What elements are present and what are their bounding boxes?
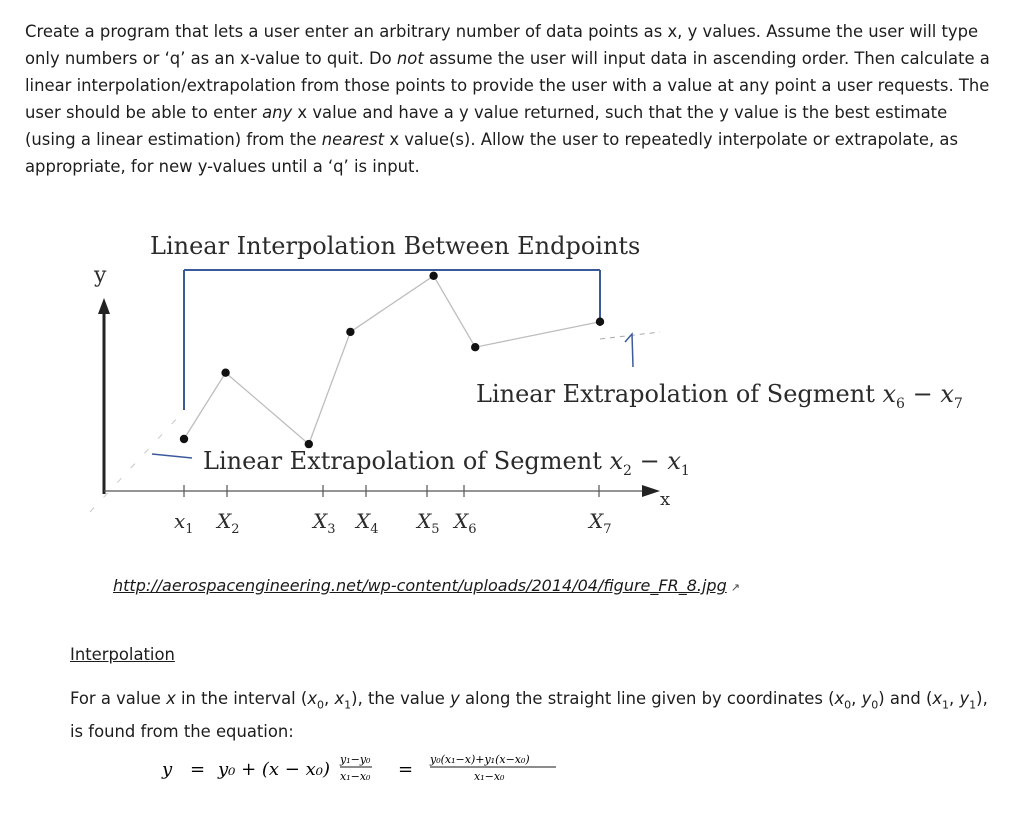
eq-frac2-num: y₀(x₁−x)+y₁(x−x₀) — [430, 753, 530, 766]
eq-frac1-den: x₁−x₀ — [340, 770, 371, 783]
para-comma-2: , — [851, 689, 862, 708]
right-label-var-a: x — [882, 380, 897, 408]
problem-statement — [25, 18, 995, 180]
right-label-sub-a: 6 — [896, 396, 905, 412]
interpolation-figure — [80, 222, 980, 552]
right-label-var-b: x — [940, 380, 954, 408]
x-tick-label-sub-4: 4 — [370, 522, 379, 537]
eq-frac2-den: x₁−x₀ — [474, 770, 505, 783]
x-tick-label-sub-2: 2 — [231, 522, 240, 537]
external-link-icon[interactable]: ↗ — [730, 581, 740, 594]
data-point-2 — [221, 369, 229, 377]
interpolation-paragraph — [70, 685, 1000, 745]
x-tick-label-1 — [174, 509, 194, 537]
x-tick-label-name-7: X — [589, 509, 604, 533]
para-var-cx0: x — [834, 689, 845, 708]
x-tick-label-3 — [311, 509, 336, 537]
x-tick-label-name-1: x — [174, 509, 186, 533]
equation-svg — [160, 748, 580, 788]
problem-paragraph — [25, 18, 995, 180]
para-sub-cx0: 0 — [844, 698, 852, 712]
x-axis-label: x — [660, 489, 671, 510]
interpolation-heading: Interpolation — [70, 645, 175, 664]
intro-text-4: x value(s). Allow the user to repeatedly interpolate or extrapolate, as appropriate, for new y-values until a ‘q’ is input. — [25, 130, 958, 176]
eq-rhs-start: y₀ + (x − x₀) — [218, 759, 330, 780]
para-var-x1: x — [334, 689, 345, 708]
intro-emphasis-any: any — [262, 103, 293, 122]
para-sub-cy1: 1 — [969, 698, 977, 712]
para-var-x0: x — [307, 689, 318, 708]
intro-emphasis-not: not — [396, 49, 424, 68]
left-label-text: Linear Extrapolation of Segment — [203, 447, 610, 475]
data-point-7 — [596, 318, 604, 326]
left-leader-line — [152, 454, 192, 458]
data-point-6 — [471, 343, 479, 351]
x-tick-label-sub-3: 3 — [327, 522, 336, 537]
data-point-4 — [346, 328, 354, 336]
data-points — [180, 272, 604, 449]
eq-equals-1: = — [190, 759, 206, 780]
series-line — [184, 276, 600, 444]
x-tick-label-6 — [452, 509, 477, 537]
source-link[interactable] — [113, 576, 740, 595]
para-sub-cx1: 1 — [942, 698, 950, 712]
para-sub-x1: 1 — [344, 698, 352, 712]
para-text-5: ) and ( — [878, 689, 933, 708]
left-label-dash: − — [631, 447, 668, 475]
intro-text-2: assume the user will input data in ascending order. Then calculate a linear interpolation/extrapolation from those points to provide the user with a value at any point a user requests. The user should be able to enter — [25, 49, 990, 122]
data-point-5 — [429, 272, 437, 280]
x-tick-label-sub-5: 5 — [431, 522, 440, 537]
para-var-y: y — [450, 689, 460, 708]
para-var-cx1: x — [932, 689, 943, 708]
intro-emphasis-nearest: nearest — [321, 130, 385, 149]
figure-svg — [80, 222, 980, 552]
para-var-cy0: y — [861, 689, 872, 708]
intro-text-1: Create a program that lets a user enter an arbitrary number of data points as x, y values. Assume the user will type only numbers or ‘q’ as an x-value to quit. Do — [25, 22, 979, 68]
para-sub-cy0: 0 — [871, 698, 879, 712]
para-var-x: x — [166, 689, 176, 708]
x-tick-label-name-3: X — [313, 509, 328, 533]
right-extrapolation-label — [476, 380, 963, 412]
para-text-2: in the interval ( — [175, 689, 308, 708]
eq-lhs: y — [162, 759, 173, 780]
figure-title: Linear Interpolation Between Endpoints — [150, 232, 641, 260]
left-label-var-b: x — [667, 447, 681, 475]
data-point-1 — [180, 435, 188, 443]
x-tick-label-name-5: X — [417, 509, 432, 533]
y-axis-arrow — [98, 298, 110, 314]
right-label-text: Linear Extrapolation of Segment — [476, 380, 883, 408]
x-tick-label-name-2: X — [217, 509, 232, 533]
intro-text-3: x value and have a y value returned, such that the y value is the best estimate (using a linear estimation) from the — [25, 103, 948, 149]
eq-equals-2: = — [398, 759, 414, 780]
para-text-4: along the straight line given by coordinates ( — [459, 689, 835, 708]
right-label-dash: − — [904, 380, 941, 408]
para-comma-1: , — [324, 689, 335, 708]
left-label-sub-a: 2 — [623, 463, 632, 479]
x-ticks — [174, 485, 612, 537]
source-link-text[interactable]: http://aerospacengineering.net/wp-content/uploads/2014/04/figure_FR_8.jpg — [113, 576, 727, 595]
x-axis-arrow — [642, 485, 660, 497]
x-tick-label-4 — [354, 509, 379, 537]
right-leader-line — [625, 334, 633, 367]
y-axis-label: y — [94, 263, 107, 288]
x-tick-label-name-6: X — [454, 509, 469, 533]
para-text-1: For a value — [70, 689, 167, 708]
para-text-6: ), is found from the equation: — [70, 689, 988, 742]
para-text-3: ), the value — [351, 689, 451, 708]
left-label-sub-b: 1 — [680, 463, 690, 479]
eq-frac1-num: y₁−y₀ — [340, 753, 371, 766]
para-sub-x0: 0 — [317, 698, 325, 712]
left-extrapolation-label — [203, 447, 690, 479]
x-tick-label-5 — [415, 509, 440, 537]
interpolation-equation — [160, 748, 580, 788]
x-tick-label-sub-7: 7 — [603, 522, 612, 537]
x-tick-label-2 — [215, 509, 240, 537]
right-label-sub-b: 7 — [953, 396, 963, 412]
x-tick-label-name-4: X — [356, 509, 371, 533]
x-tick-label-sub-6: 6 — [468, 522, 477, 537]
x-tick-label-7 — [587, 509, 612, 537]
left-label-var-a: x — [609, 447, 624, 475]
para-comma-3: , — [949, 689, 960, 708]
x-tick-label-sub-1: 1 — [185, 522, 194, 537]
para-var-cy1: y — [959, 689, 970, 708]
